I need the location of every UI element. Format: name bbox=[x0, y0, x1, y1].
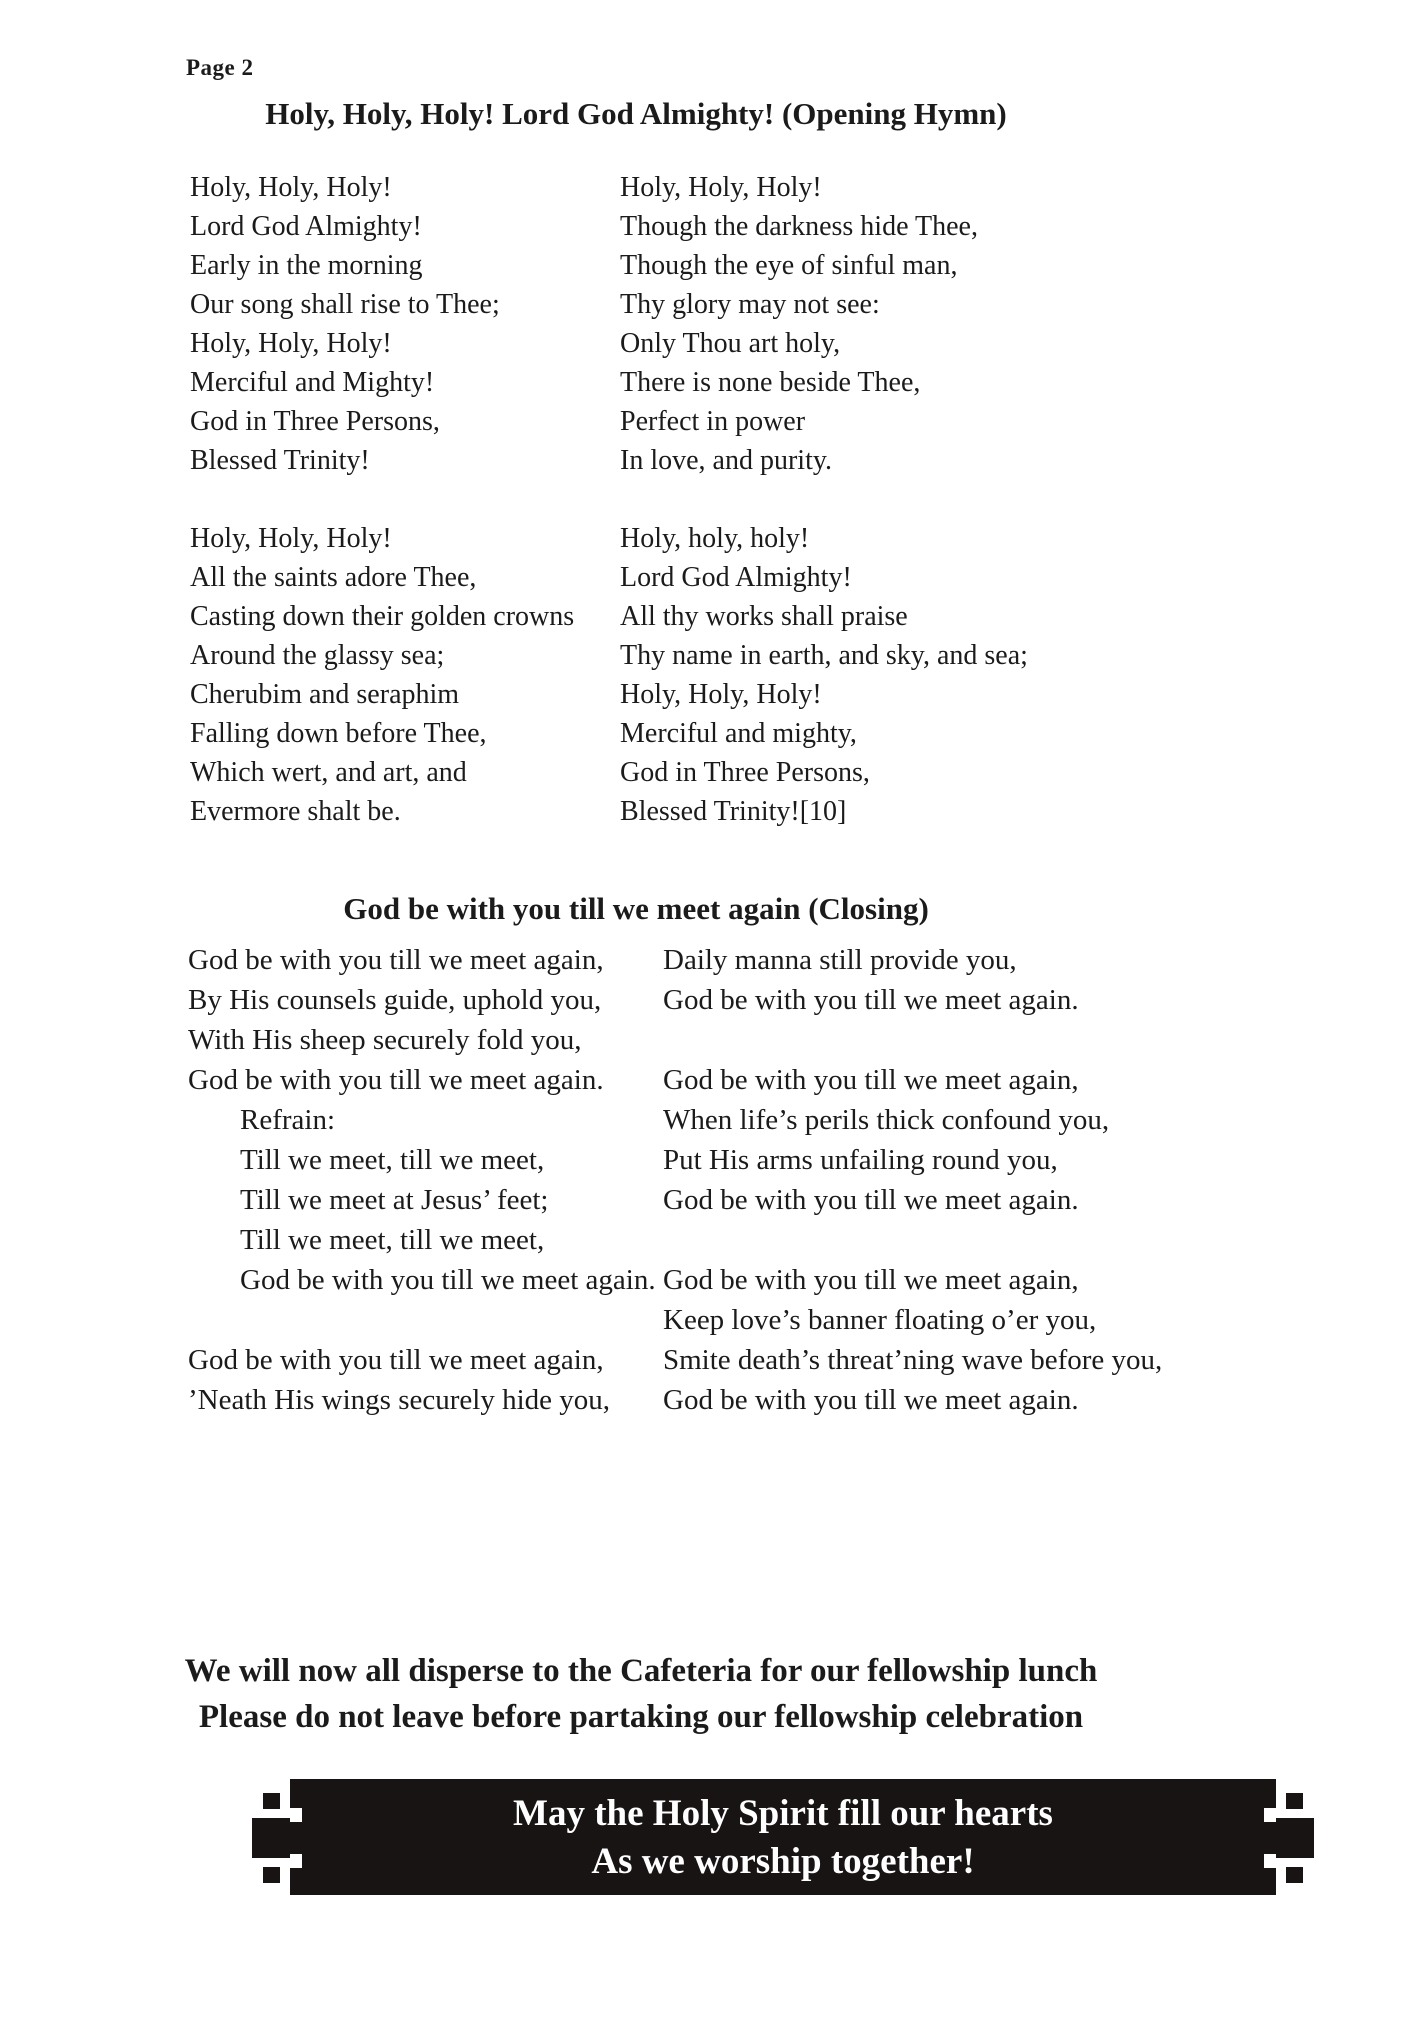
hymn-line: Evermore shalt be. bbox=[190, 796, 401, 827]
hymn-line: Around the glassy sea; bbox=[190, 640, 445, 671]
hymn-line: Blessed Trinity! bbox=[190, 445, 370, 476]
hymn-line: Perfect in power bbox=[620, 406, 806, 437]
banner-side-tab-left bbox=[252, 1818, 290, 1858]
opening-hymn-column-left bbox=[190, 168, 620, 831]
hymn-line: God in Three Persons, bbox=[620, 757, 870, 788]
hymn-line: By His counsels guide, uphold you, bbox=[188, 984, 602, 1016]
hymn-line: God be with you till we meet again. bbox=[663, 984, 1079, 1016]
hymn-line: Refrain: bbox=[240, 1104, 336, 1136]
hymn-line: God be with you till we meet again. bbox=[663, 1384, 1079, 1416]
hymn-line: Thy glory may not see: bbox=[620, 289, 880, 320]
hymn-line: Cherubim and seraphim bbox=[190, 679, 460, 710]
banner-line-1: May the Holy Spirit fill our hearts bbox=[513, 1793, 1053, 1834]
closing-hymn-stanza-2 bbox=[188, 1340, 663, 1420]
announcement-line-1: We will now all disperse to the Cafeteria for our fellowship lunch bbox=[184, 1653, 1098, 1689]
banner-square-top-left bbox=[263, 1793, 280, 1809]
opening-hymn-column-right bbox=[620, 168, 1260, 831]
banner-line-2: As we worship together! bbox=[591, 1841, 975, 1882]
hymn-line: Holy, Holy, Holy! bbox=[620, 172, 822, 203]
hymn-line: Daily manna still provide you, bbox=[663, 944, 1017, 976]
banner-notch-top-right bbox=[1264, 1808, 1276, 1822]
hymn-line: God be with you till we meet again. bbox=[188, 1064, 604, 1096]
closing-hymn-body bbox=[188, 940, 1278, 1420]
closing-hymn-stanza-4 bbox=[663, 1260, 1278, 1420]
opening-hymn-stanza-2 bbox=[190, 519, 620, 831]
hymn-line: Till we meet, till we meet, bbox=[240, 1224, 545, 1256]
closing-hymn-refrain bbox=[188, 1100, 663, 1300]
hymn-line: Lord God Almighty! bbox=[190, 211, 422, 242]
banner-square-bottom-left bbox=[263, 1867, 280, 1883]
hymn-line: Though the darkness hide Thee, bbox=[620, 211, 978, 242]
hymn-line: God be with you till we meet again. bbox=[663, 1184, 1079, 1216]
hymn-line: There is none beside Thee, bbox=[620, 367, 921, 398]
closing-hymn-column-left bbox=[188, 940, 663, 1420]
hymn-line: When life’s perils thick confound you, bbox=[663, 1104, 1110, 1136]
banner-square-top-right bbox=[1286, 1793, 1303, 1809]
hymn-line: Till we meet at Jesus’ feet; bbox=[240, 1184, 549, 1216]
hymn-line: ’Neath His wings securely hide you, bbox=[188, 1384, 611, 1416]
hymn-line: Till we meet, till we meet, bbox=[240, 1144, 545, 1176]
closing-blessing-banner bbox=[290, 1779, 1276, 1895]
hymn-line: Though the eye of sinful man, bbox=[620, 250, 958, 281]
hymn-line: Blessed Trinity![10] bbox=[620, 796, 847, 827]
closing-hymn-stanza-3 bbox=[663, 1060, 1278, 1220]
hymn-line: Keep love’s banner floating o’er you, bbox=[663, 1304, 1097, 1336]
opening-hymn-title: Holy, Holy, Holy! Lord God Almighty! (Opening Hymn) bbox=[265, 96, 1007, 131]
hymn-line: All thy works shall praise bbox=[620, 601, 908, 632]
hymn-line: God in Three Persons, bbox=[190, 406, 440, 437]
hymn-line: Smite death’s threat’ning wave before you, bbox=[663, 1344, 1163, 1376]
banner-notch-top-left bbox=[290, 1808, 302, 1822]
banner-square-bottom-right bbox=[1286, 1867, 1303, 1883]
hymn-line: God be with you till we meet again, bbox=[188, 1344, 604, 1376]
hymn-line: Thy name in earth, and sky, and sea; bbox=[620, 640, 1028, 671]
opening-hymn-stanza-4 bbox=[620, 519, 1260, 831]
fellowship-announcement bbox=[0, 1648, 1282, 1740]
hymn-line: Merciful and mighty, bbox=[620, 718, 857, 749]
hymn-line: Casting down their golden crowns bbox=[190, 601, 575, 632]
opening-hymn-stanza-3 bbox=[620, 168, 1260, 480]
hymn-line: With His sheep securely fold you, bbox=[188, 1024, 582, 1056]
hymn-line: Lord God Almighty! bbox=[620, 562, 852, 593]
banner-notch-bottom-right bbox=[1264, 1854, 1276, 1868]
announcement-line-2: Please do not leave before partaking our fellowship celebration bbox=[198, 1699, 1084, 1735]
hymn-line: Holy, holy, holy! bbox=[620, 523, 810, 554]
hymn-line: God be with you till we meet again. bbox=[240, 1264, 656, 1296]
opening-hymn-stanza-1 bbox=[190, 168, 620, 480]
hymn-line: God be with you till we meet again, bbox=[663, 1064, 1079, 1096]
closing-hymn-column-right bbox=[663, 940, 1278, 1420]
banner-side-tab-right bbox=[1276, 1818, 1314, 1858]
hymn-line: God be with you till we meet again, bbox=[663, 1264, 1079, 1296]
hymn-line: Holy, Holy, Holy! bbox=[190, 172, 392, 203]
hymn-line: Early in the morning bbox=[190, 250, 423, 281]
hymn-line: Holy, Holy, Holy! bbox=[620, 679, 822, 710]
closing-hymn-stanza-1 bbox=[188, 940, 663, 1100]
hymn-line: Falling down before Thee, bbox=[190, 718, 487, 749]
hymn-line: Holy, Holy, Holy! bbox=[190, 328, 392, 359]
hymn-line: In love, and purity. bbox=[620, 445, 833, 476]
hymn-line: Holy, Holy, Holy! bbox=[190, 523, 392, 554]
page-number-label: Page 2 bbox=[186, 55, 254, 80]
hymn-line: All the saints adore Thee, bbox=[190, 562, 477, 593]
hymn-line: Which wert, and art, and bbox=[190, 757, 467, 788]
closing-hymn-stanza-2-continued bbox=[663, 940, 1278, 1020]
hymn-line: God be with you till we meet again, bbox=[188, 944, 604, 976]
hymn-line: Only Thou art holy, bbox=[620, 328, 841, 359]
closing-hymn-title: God be with you till we meet again (Closing) bbox=[343, 891, 929, 926]
hymn-line: Put His arms unfailing round you, bbox=[663, 1144, 1058, 1176]
banner-notch-bottom-left bbox=[290, 1854, 302, 1868]
opening-hymn-body bbox=[190, 168, 1260, 831]
hymn-line: Our song shall rise to Thee; bbox=[190, 289, 500, 320]
hymn-line: Merciful and Mighty! bbox=[190, 367, 435, 398]
